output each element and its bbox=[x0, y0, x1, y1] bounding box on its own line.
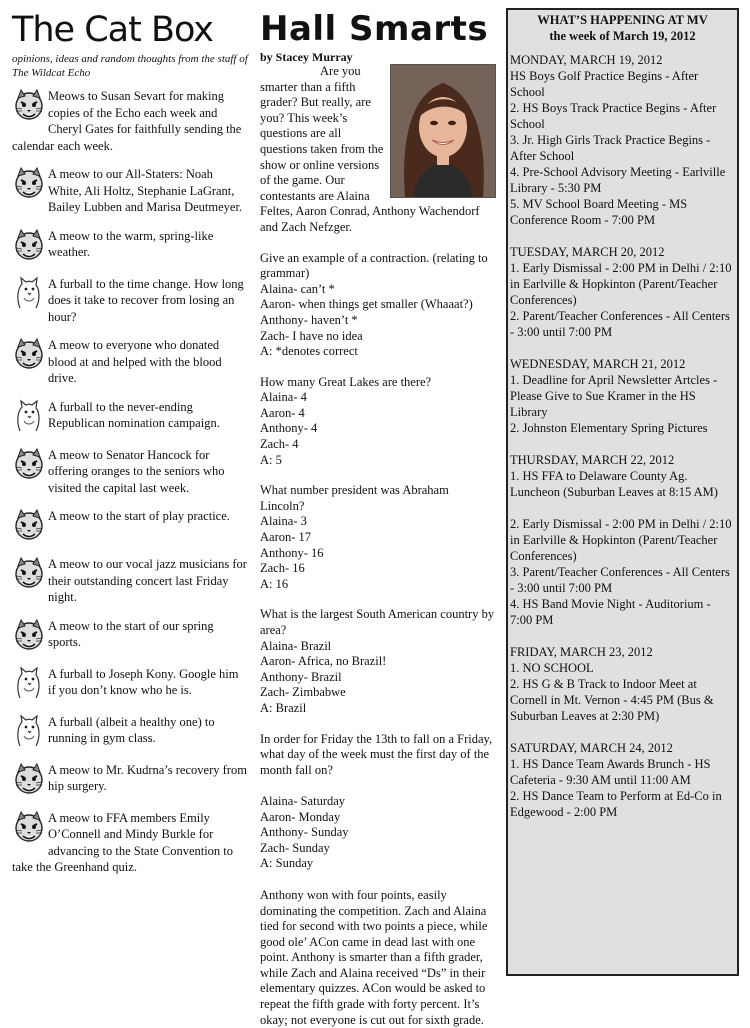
cat-box-item-text: A meow to Mr. Kudrna’s recovery from hip surgery. bbox=[48, 762, 247, 793]
cat-box-item bbox=[12, 228, 248, 264]
cat-box-subtitle: opinions, ideas and random thoughts from the staff of The Wildcat Echo bbox=[12, 53, 248, 79]
quiz-answer: Zach- I have no idea bbox=[260, 328, 363, 343]
quiz-question: In order for Friday the 13th to fall on a Friday, what day of the week must the first day of the month fall on? bbox=[260, 731, 493, 777]
wildcat-icon bbox=[12, 618, 46, 652]
cat-box-item bbox=[12, 666, 248, 702]
quiz-answer: Anthony- 4 bbox=[260, 421, 318, 436]
calendar-week: the week of March 19, 2012 bbox=[549, 29, 696, 43]
byline: by Stacey Murray bbox=[260, 50, 353, 64]
quiz-answer: Anthony- 16 bbox=[260, 545, 324, 560]
cat-box-item-text: A furball to the never-ending Republican nomination campaign. bbox=[48, 399, 220, 430]
quiz-answer: Zach- Zimbabwe bbox=[260, 685, 346, 700]
cat-box-item-text: A meow to our All-Staters: Noah White, Ali Holtz, Stephanie LaGrant, Bailey Lubben and Marisa Deutmeyer. bbox=[48, 167, 243, 214]
cat-box-item-text: A meow to Senator Hancock for offering oranges to the seniors who visited the capital last week. bbox=[48, 447, 225, 495]
cat-box-item-text: A meow to the warm, spring-like weather. bbox=[48, 228, 214, 259]
cat-outline-icon bbox=[12, 276, 46, 310]
cat-box-item-text: A meow to the start of our spring sports. bbox=[48, 618, 214, 649]
hall-smarts-article bbox=[260, 64, 496, 1028]
cat-box-item-text: A meow to the start of play practice. bbox=[48, 509, 230, 523]
calendar-day bbox=[510, 740, 735, 820]
cat-box-item bbox=[12, 618, 248, 654]
quiz-answer: Alaina- Saturday bbox=[260, 793, 346, 808]
cat-box-item bbox=[12, 276, 248, 326]
calendar-days bbox=[508, 52, 737, 820]
calendar-event: HS Boys Golf Practice Begins - After School bbox=[510, 69, 699, 99]
calendar-date: SATURDAY, MARCH 24, 2012 bbox=[510, 741, 673, 755]
quiz-question: How many Great Lakes are there? bbox=[260, 374, 432, 389]
portrait-image bbox=[391, 65, 495, 197]
wildcat-icon bbox=[12, 508, 46, 542]
quiz-answer: A: 16 bbox=[260, 576, 289, 591]
calendar-day bbox=[510, 644, 735, 724]
cat-box-item bbox=[12, 810, 248, 876]
calendar-event: 1. Deadline for April Newsletter Artcles - Please Give to Sue Kramer in the HS Library bbox=[510, 373, 718, 419]
wildcat-icon bbox=[12, 337, 46, 371]
conclusion-text: Anthony won with four points, easily dominating the competition. Zach and Alaina tied for second with two points a piece, while good ole’ ACon came in dead last with one point. Anthony is smarter than a fifth grader, while Zach and Alaina received “Ds” in their elementary quizzes. ACon would be asked to repeat the fifth grade with forty percent. It’s okay; not everyone is cut out for sixth grade. bbox=[260, 887, 488, 1027]
quiz-answer: Aaron- when things get smaller (Whaaat?) bbox=[260, 297, 473, 312]
quiz-question: Give an example of a contraction. (relating to grammar) bbox=[260, 250, 488, 281]
calendar-date: FRIDAY, MARCH 23, 2012 bbox=[510, 645, 653, 659]
cat-box-item-text: A furball (albeit a healthy one) to running in gym class. bbox=[48, 714, 215, 745]
wildcat-icon bbox=[12, 447, 46, 481]
cat-box-item bbox=[12, 762, 248, 798]
quiz-answer: A: 5 bbox=[260, 452, 282, 467]
quiz-answer: Aaron- 17 bbox=[260, 530, 312, 545]
calendar-title: WHAT’S HAPPENING AT MV bbox=[537, 13, 708, 27]
cat-box-item bbox=[12, 166, 248, 216]
cat-box-item bbox=[12, 88, 248, 154]
cat-box-item bbox=[12, 399, 248, 435]
cat-box-item bbox=[12, 714, 248, 750]
calendar-date: THURSDAY, MARCH 22, 2012 bbox=[510, 453, 675, 467]
calendar-event: 1. HS FFA to Delaware County Ag. Luncheon (Suburban Leaves at 8:15 AM) bbox=[510, 469, 718, 499]
calendar-date: WEDNESDAY, MARCH 21, 2012 bbox=[510, 357, 686, 371]
quiz-answer: Alaina- Brazil bbox=[260, 638, 332, 653]
quiz-answer: A: Sunday bbox=[260, 856, 314, 871]
quiz-answer: Aaron- Monday bbox=[260, 809, 341, 824]
cat-box-item bbox=[12, 337, 248, 387]
quiz-answer: Aaron- 4 bbox=[260, 405, 305, 420]
quiz-answer: Alaina- can’t * bbox=[260, 281, 335, 296]
calendar-day bbox=[510, 452, 735, 628]
quiz-answer: Anthony- haven’t * bbox=[260, 312, 358, 327]
calendar-date: TUESDAY, MARCH 20, 2012 bbox=[510, 245, 665, 259]
quiz-answer: Zach- 16 bbox=[260, 561, 305, 576]
calendar-box bbox=[506, 8, 739, 976]
calendar-event: 1. Early Dismissal - 2:00 PM in Delhi / 2:10 in Earlville & Hopkinton (Parent/Teacher Conferences) bbox=[510, 261, 732, 307]
wildcat-icon bbox=[12, 556, 46, 590]
wildcat-icon bbox=[12, 810, 46, 844]
quiz-answer: Zach- 4 bbox=[260, 437, 299, 452]
quiz-question: What number president was Abraham Lincoln? bbox=[260, 483, 449, 513]
calendar-date: MONDAY, MARCH 19, 2012 bbox=[510, 53, 663, 67]
calendar-event: 2. Early Dismissal - 2:00 PM in Delhi / 2:10 in Earlville & Hopkinton (Parent/Teacher Conferences) bbox=[510, 517, 732, 563]
quiz-answer: Anthony- Brazil bbox=[260, 669, 342, 684]
quiz-answer: Alaina- 3 bbox=[260, 514, 307, 529]
calendar-event: 3. Parent/Teacher Conferences - All Centers - 3:00 until 7:00 PM bbox=[510, 565, 730, 595]
calendar-event bbox=[510, 500, 735, 516]
cat-outline-icon bbox=[12, 399, 46, 433]
quiz-answer: A: Brazil bbox=[260, 700, 307, 715]
quiz-answer: Anthony- Sunday bbox=[260, 825, 349, 840]
calendar-event: 2. HS Boys Track Practice Begins - After School bbox=[510, 101, 717, 131]
calendar-day bbox=[510, 52, 735, 228]
quiz-question: What is the largest South American country by area? bbox=[260, 607, 495, 637]
quiz-answer: Alaina- 4 bbox=[260, 390, 307, 405]
calendar-heading bbox=[508, 12, 737, 44]
wildcat-icon bbox=[12, 762, 46, 796]
quiz-answer: Zach- Sunday bbox=[260, 840, 330, 855]
quiz-answer bbox=[260, 778, 496, 794]
cat-box-item-text: A meow to our vocal jazz musicians for their outstanding concert last Friday night. bbox=[48, 557, 247, 604]
calendar-event: 2. HS G & B Track to Indoor Meet at Cornell in Mt. Vernon - 4:45 PM (Bus & Suburban Leaves at 2:30 PM) bbox=[510, 677, 714, 723]
intro-text: Are you smarter than a fifth grader? But really, are you? This week’s questions are all questions taken from the show or online versions of the game. Our contestants are Alaina Feltes, Aaron Conrad, Anthony Wachendorf and Zach Nefzger. bbox=[260, 64, 480, 234]
calendar-event: 1. NO SCHOOL bbox=[510, 661, 594, 675]
calendar-event: 3. Jr. High Girls Track Practice Begins - After School bbox=[510, 133, 711, 163]
wildcat-icon bbox=[12, 88, 46, 122]
cat-box-item bbox=[12, 447, 248, 497]
wildcat-icon bbox=[12, 228, 46, 262]
cat-box-item bbox=[12, 556, 248, 606]
calendar-event: 2. Parent/Teacher Conferences - All Centers - 3:00 until 7:00 PM bbox=[510, 309, 730, 339]
cat-box-list bbox=[12, 88, 248, 876]
calendar-event: 5. MV School Board Meeting - MS Conference Room - 7:00 PM bbox=[510, 197, 688, 227]
calendar-day bbox=[510, 356, 735, 436]
wildcat-icon bbox=[12, 166, 46, 200]
quiz-answer: A: *denotes correct bbox=[260, 344, 358, 359]
calendar-event: 1. HS Dance Team Awards Brunch - HS Cafeteria - 9:30 AM until 11:00 AM bbox=[510, 757, 711, 787]
cat-box-item-text: Meows to Susan Sevart for making copies of the Echo each week and Cheryl Gates for faithfully sending the calendar each week. bbox=[12, 89, 242, 153]
calendar-event: 2. HS Dance Team to Perform at Ed-Co in Edgewood - 2:00 PM bbox=[510, 789, 722, 819]
cat-outline-icon bbox=[12, 666, 46, 700]
quiz-answer: Aaron- Africa, no Brazil! bbox=[260, 654, 387, 669]
calendar-day bbox=[510, 244, 735, 340]
cat-box-item-text: A furball to Joseph Kony. Google him if you don’t know who he is. bbox=[48, 666, 239, 697]
calendar-event: 4. Pre-School Advisory Meeting - Earlville Library - 5:30 PM bbox=[510, 165, 726, 195]
calendar-event: 4. HS Band Movie Night - Auditorium - 7:00 PM bbox=[510, 597, 711, 627]
hall-smarts-column bbox=[260, 8, 496, 1028]
calendar-event: 2. Johnston Elementary Spring Pictures bbox=[510, 421, 708, 435]
cat-outline-icon bbox=[12, 714, 46, 748]
cat-box-item-text: A meow to FFA members Emily O’Connell and Mindy Burkle for advancing to the State Convention to take the Greenhand quiz. bbox=[12, 810, 234, 874]
cat-box-column bbox=[12, 8, 248, 888]
cat-box-title: The Cat Box bbox=[12, 10, 214, 50]
cat-box-item bbox=[12, 508, 248, 544]
quiz-questions bbox=[260, 251, 496, 872]
author-photo bbox=[390, 64, 496, 198]
cat-box-item-text: A meow to everyone who donated blood at and helped with the blood drive. bbox=[48, 338, 222, 385]
hall-smarts-title: Hall Smarts bbox=[260, 9, 489, 49]
cat-box-item-text: A furball to the time change. How long does it take to recover from losing an hour? bbox=[48, 276, 244, 324]
